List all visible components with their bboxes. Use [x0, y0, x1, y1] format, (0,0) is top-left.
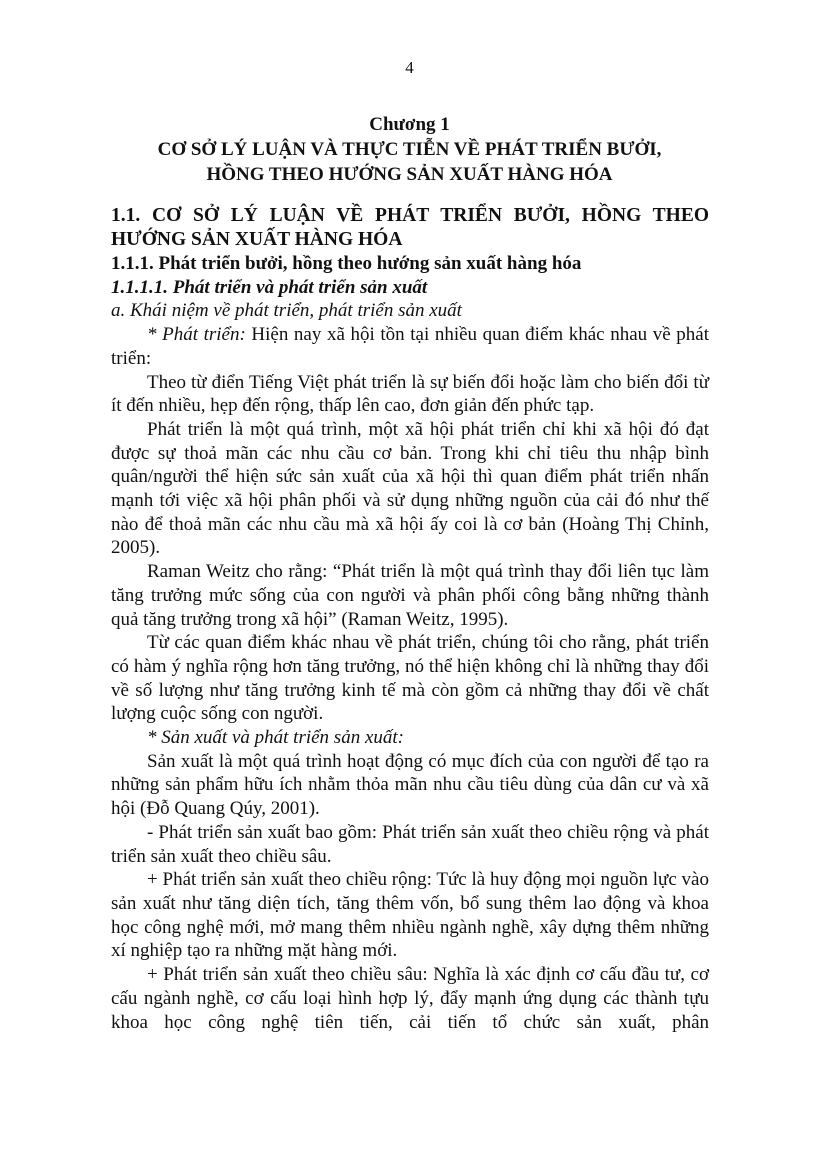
development-label: * Phát triển: [147, 324, 246, 346]
paragraph-production-definition: Sản xuất là một quá trình hoạt động có mục đích của con người để tạo ra những sản phẩm hữu ích nhằm thỏa mãn nhu cầu tiêu dùng của dân cư và xã hội (Đỗ Quang Qúy, 2001). [111, 750, 709, 820]
chapter-title-line1: CƠ SỞ LÝ LUẬN VÀ THỰC TIỄN VỀ PHÁT TRIỂN BƯỞI, [157, 139, 662, 160]
paragraph-raman-weitz: Raman Weitz cho rằng: “Phát triển là một quá trình thay đổi liên tục làm tăng trưởng mức sống của con người và phân phối công bằng những thành quả tăng trưởng trong xã hội” (Raman Weitz, 1995). [111, 561, 709, 630]
subsection-a-heading: a. Khái niệm về phát triển, phát triển sản xuất [111, 300, 462, 322]
section-heading-1-1-line1: 1.1. CƠ SỞ LÝ LUẬN VỀ PHÁT TRIỂN BƯỞI, HỒNG THEO [111, 205, 709, 226]
chapter-title-line2: HỒNG THEO HƯỚNG SẢN XUẤT HÀNG HÓA [206, 164, 613, 185]
section-heading-1-1-1-1: 1.1.1.1. Phát triển và phát triển sản xuất [111, 276, 428, 298]
section-heading-1-1 [111, 204, 709, 252]
paragraph-breadth-development: + Phát triển sản xuất theo chiều rộng: Tức là huy động mọi nguồn lực vào sản xuất như tăng diện tích, tăng thêm vốn, bổ sung thêm lao động và khoa học công nghệ mới, mở mang thêm nhiều ngành nghề, xây dựng thêm những xí nghiệp tạo ra những mặt hàng mới. [111, 869, 709, 962]
paragraph-depth-development: + Phát triển sản xuất theo chiều sâu: Nghĩa là xác định cơ cấu đầu tư, cơ cấu ngành nghề, cơ cấu loại hình hợp lý, đẩy mạnh ứng dụng các thành tựu khoa học công nghệ tiên tiến, cải tiến tổ chức sản xuất, phân [111, 964, 709, 1033]
page-number: 4 [405, 58, 414, 77]
chapter-heading [0, 112, 819, 187]
paragraph-development [111, 323, 709, 370]
development-text: Hiện nay xã hội tồn tại nhiều quan điểm khác nhau về phát triển: [111, 324, 709, 369]
paragraph-development-process: Phát triển là một quá trình, một xã hội phát triển chỉ khi xã hội đó đạt được sự thoả mãn các nhu cầu cơ bản. Trong khi chỉ tiêu thu nhập bình quân/người thể hiện sức sản xuất của xã hội thì quan điểm phát triển nhấn mạnh tới việc xã hội phân phối và sử dụng những nguồn của cải đó như thế nào để thoả mãn các nhu cầu mà xã hội ấy coi là cơ bản (Hoàng Thị Chỉnh, 2005). [111, 418, 709, 559]
paragraph-our-view: Từ các quan điểm khác nhau về phát triển, chúng tôi cho rằng, phát triển có hàm ý nghĩa rộng hơn tăng trưởng, nó thể hiện không chỉ là những thay đổi về số lượng như tăng trưởng kinh tế mà còn gồm cả những thay đổi về chất lượng cuộc sống con người. [111, 632, 709, 725]
paragraph-dictionary-definition: Theo từ điển Tiếng Việt phát triển là sự biến đổi hoặc làm cho biến đổi từ ít đến nhiều, hẹp đến rộng, thấp lên cao, đơn giản đến phức tạp. [111, 371, 709, 417]
section-heading-1-1-1: 1.1.1. Phát triển bưởi, hồng theo hướng sản xuất hàng hóa [111, 253, 582, 274]
body-text [111, 204, 709, 1034]
chapter-label: Chương 1 [369, 114, 450, 135]
production-development-label: * Sản xuất và phát triển sản xuất: [147, 727, 404, 749]
section-heading-1-1-line2: HƯỚNG SẢN XUẤT HÀNG HÓA [111, 229, 403, 250]
paragraph-production-types: - Phát triển sản xuất bao gồm: Phát triển sản xuất theo chiều rộng và phát triển sản xuất theo chiều sâu. [111, 821, 709, 867]
